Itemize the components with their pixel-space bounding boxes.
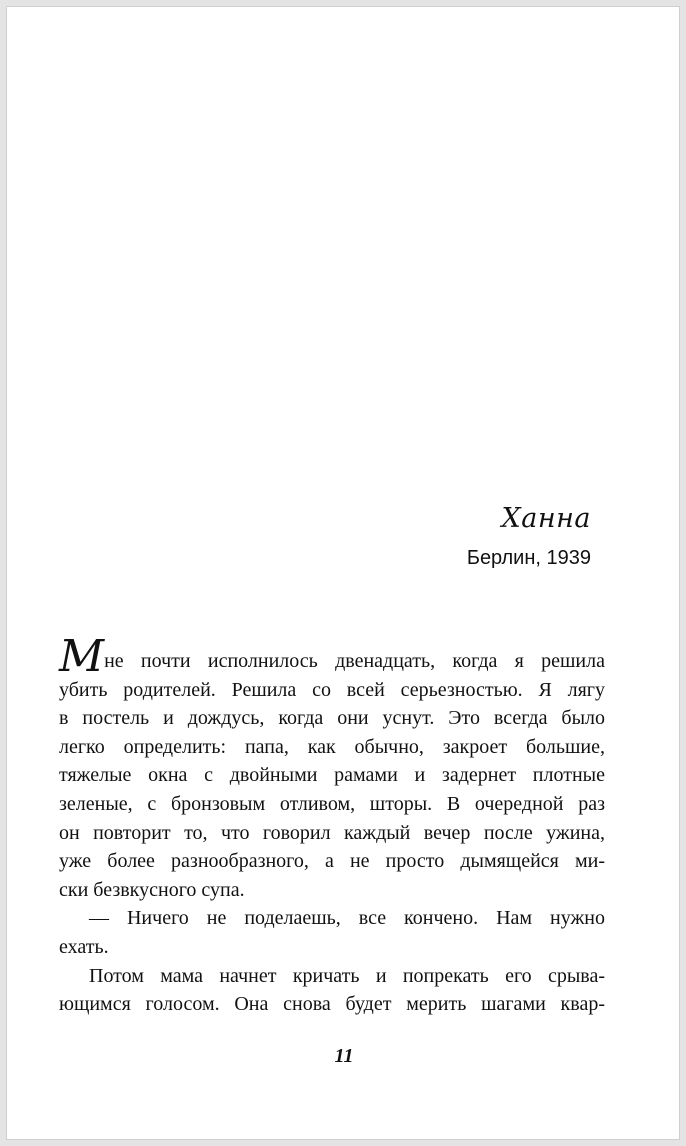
- text-line: зеленые, с бронзовым отливом, шторы. В очередной раз: [59, 792, 605, 815]
- text-line: [59, 631, 605, 682]
- text-line: ехать.: [59, 935, 109, 958]
- text-line-content: не почти исполнилось двенадцать, когда я решила: [104, 650, 605, 672]
- text-line: ски безвкусного супа.: [59, 878, 245, 901]
- text-line: он повторит то, что говорил каждый вечер после ужина,: [59, 821, 605, 844]
- text-line: убить родителей. Решила со всей серьезностью. Я лягу: [59, 678, 605, 701]
- drop-cap: М: [59, 631, 105, 682]
- text-line: уже более разнообразного, а не просто дымящейся ми-: [59, 850, 605, 873]
- text-line: Потом мама начнет кричать и попрекать его срыва-: [89, 964, 605, 987]
- text-line: легко определить: папа, как обычно, закроет большие,: [59, 735, 605, 758]
- chapter-subtitle: Берлин, 1939: [466, 547, 591, 569]
- book-page: [6, 6, 680, 1140]
- text-line: в постель и дождусь, когда они уснут. Это всегда было: [59, 707, 605, 730]
- page-number: 11: [334, 1045, 354, 1067]
- text-line: ющимся голосом. Она снова будет мерить шагами квар-: [59, 993, 605, 1016]
- text-line: тяжелые окна с двойными рамами и задернет плотные: [59, 764, 605, 787]
- chapter-title: Ханна: [501, 503, 591, 534]
- body-text: [59, 631, 605, 1019]
- text-line: — Ничего не поделаешь, все кончено. Нам нужно: [89, 907, 605, 930]
